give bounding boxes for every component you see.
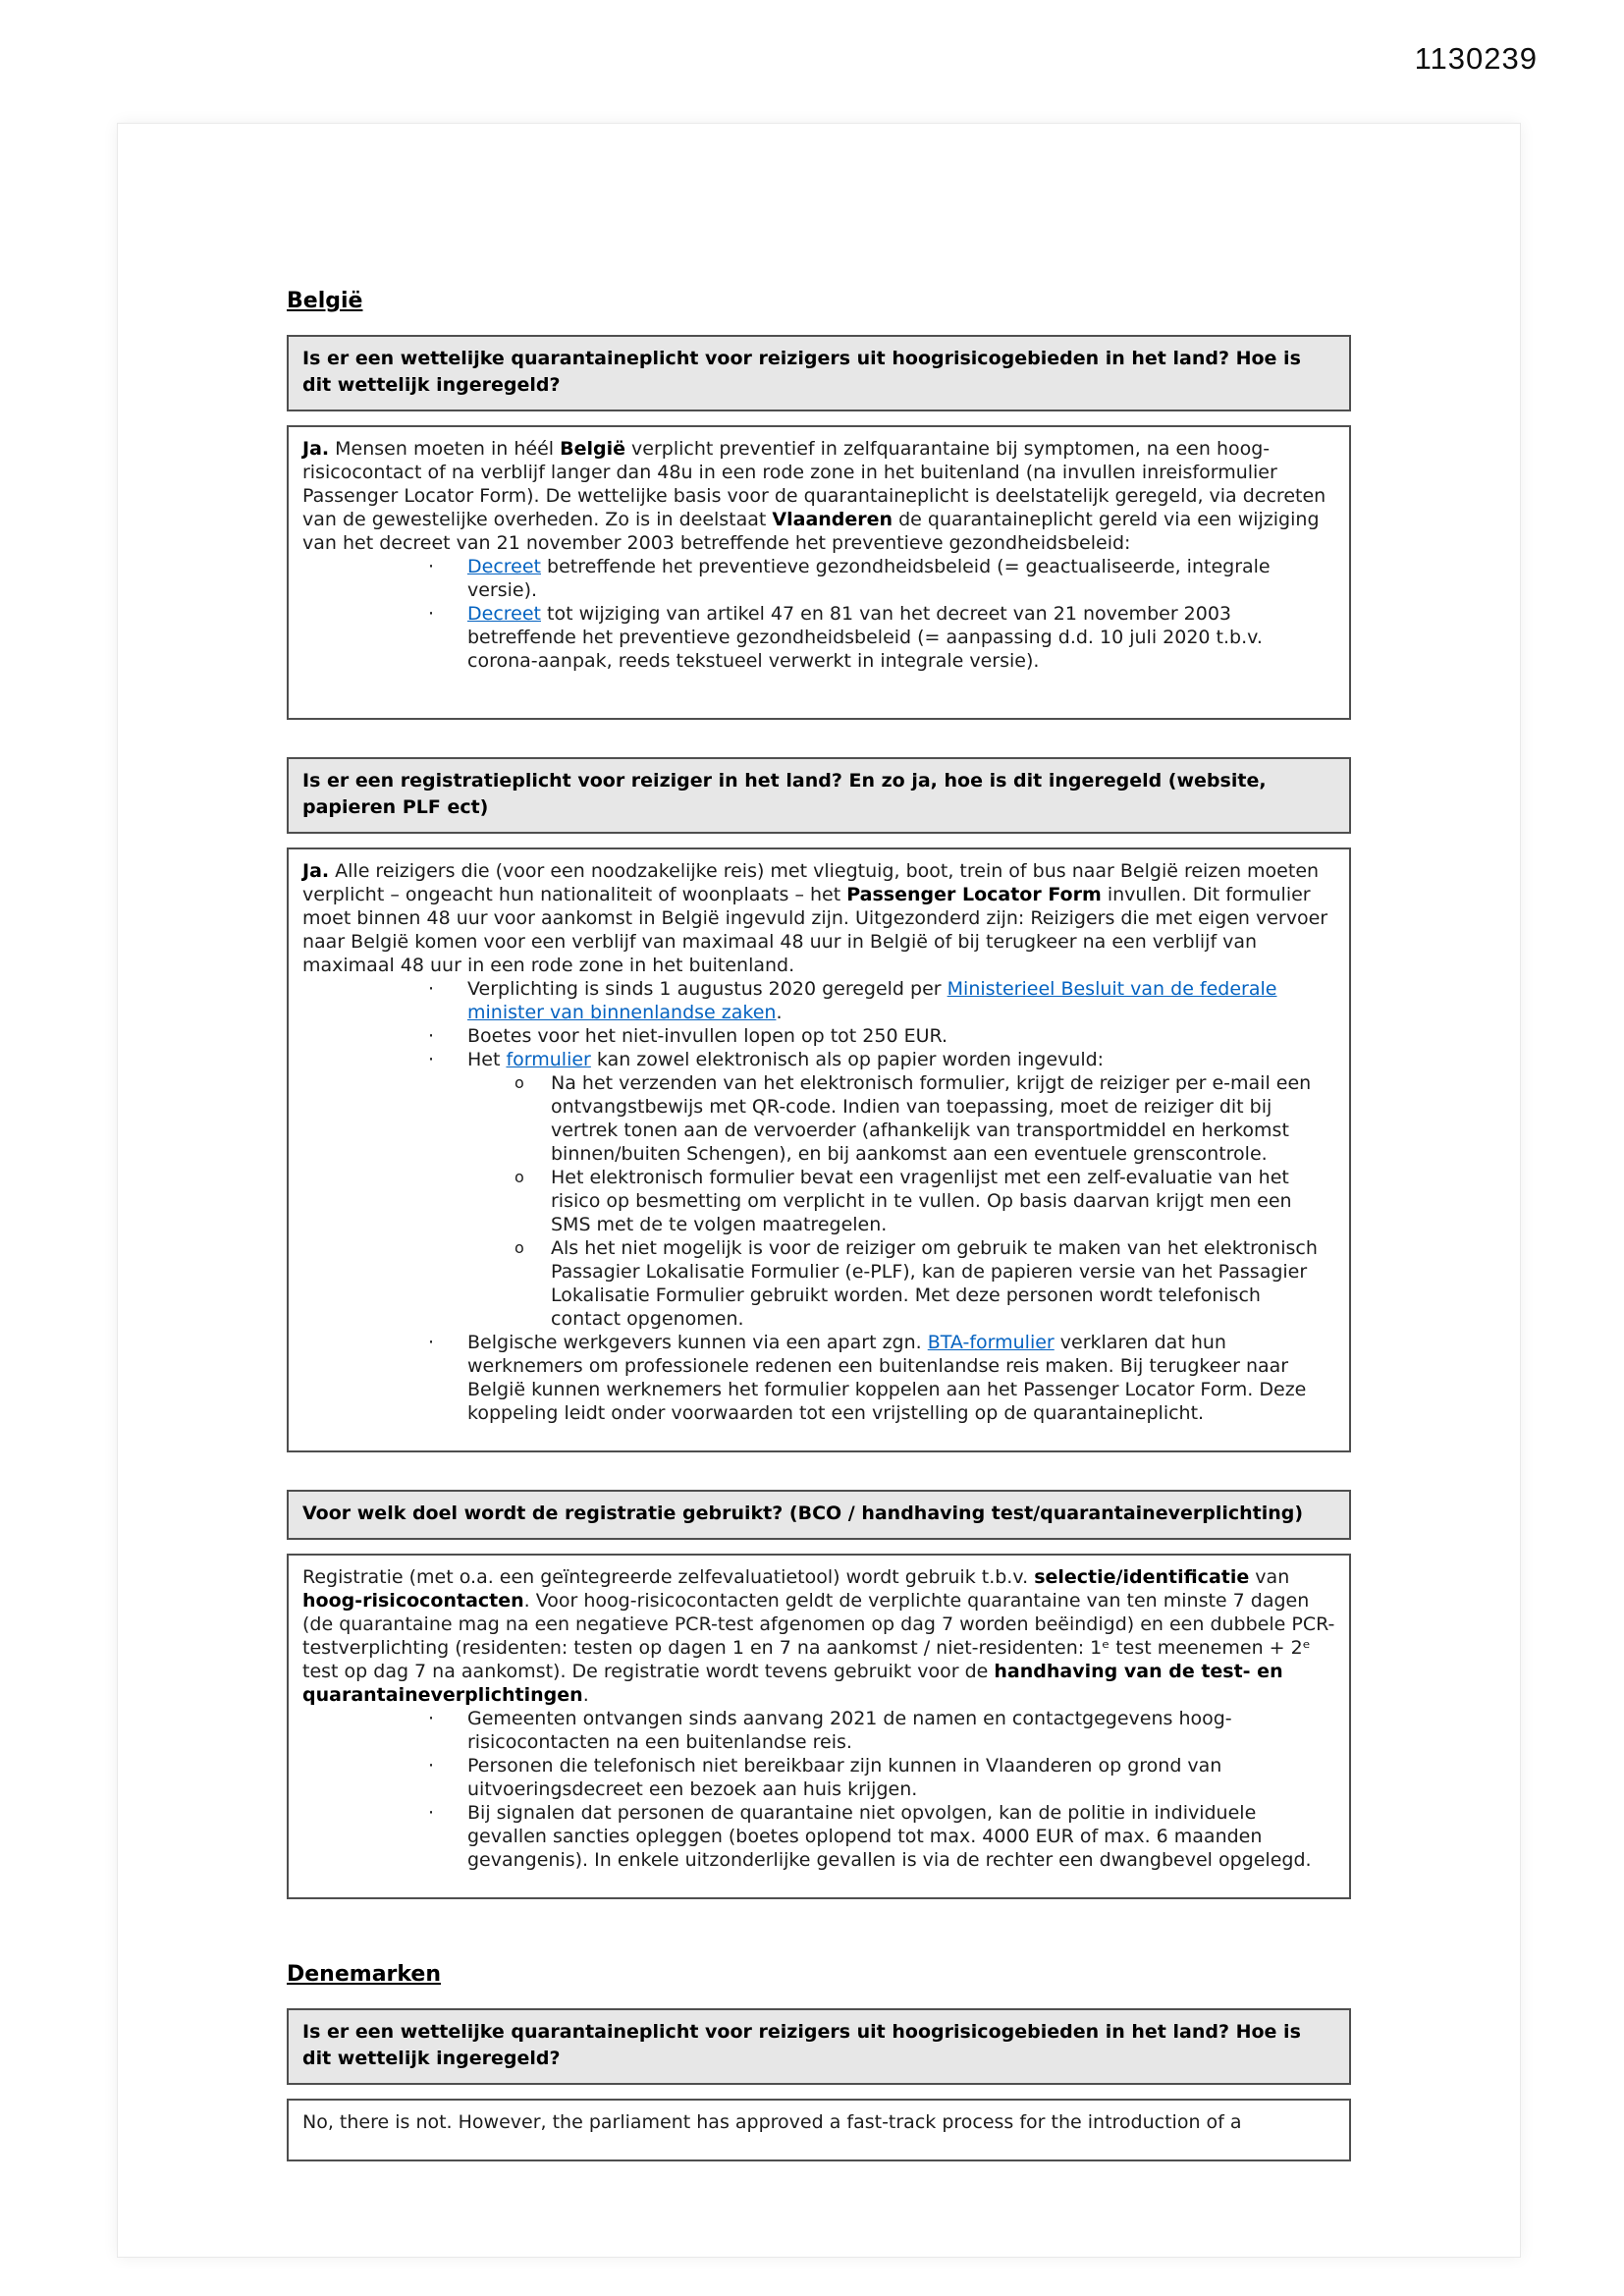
bullet-item (514, 1071, 1335, 1166)
answer-box (287, 1554, 1351, 1899)
paragraph (302, 859, 1335, 977)
text-run: Het elektronisch formulier bevat een vragenlijst met een zelf-evaluatie van het risico op besmetting om verplicht in te vullen. Op basis daarvan krijgt men een SMS met de te volgen maatregelen. (551, 1167, 1292, 1235)
bullet-text (467, 1331, 1335, 1425)
paragraph (302, 1565, 1335, 1707)
text-run: betreffende het preventieve gezondheidsbeleid (= geactualiseerde, integrale versie). (467, 556, 1271, 601)
text-run: Belgische werkgevers kunnen via een apart zgn. (467, 1332, 928, 1353)
bullet-item (514, 1166, 1335, 1236)
bold-text: België (560, 438, 625, 460)
text-run: No, there is not. However, the parliament has approved a fast-track process for the introduction of a (302, 2111, 1242, 2133)
qa-block-registratieplicht-belgie (287, 757, 1351, 1452)
bullet-dot-marker: · (428, 1755, 435, 1777)
qa-block-quarantaineplicht-denemarken (287, 2008, 1351, 2161)
bullet-text (467, 1024, 1335, 1048)
text-run: . (582, 1684, 589, 1706)
question-box: Is er een wettelijke quarantaineplicht voor reizigers uit hoogrisicogebieden in het land? Hoe is dit wettelijk ingeregeld? (287, 335, 1351, 411)
text-run: Verplichting is sinds 1 augustus 2020 geregeld per (467, 978, 947, 1000)
bullet-text (467, 1801, 1335, 1872)
text-run: van (1249, 1566, 1290, 1588)
text-run: verplicht preventief in zelfquarantaine bij symptomen, na een hoog-risicocontact of na verblijf langer dan 48u in een rode zone in het buitenland (na invullen inreisformulier Passenger Locator Form). De wettelijke basis voor de quarantaineplicht is deelstatelijk geregeld, via decreten van de gewestelijke overheden. Zo is in deelstaat (302, 438, 1326, 530)
bullet-text (467, 1754, 1335, 1801)
text-run: Bij signalen dat personen de quarantaine niet opvolgen, kan de politie in individuele gevallen sancties opleggen (boetes oplopend tot max. 4000 EUR of max. 6 maanden gevangenis). In enkele uitzonderlijke gevallen is via de rechter een dwangbevel opgelegd. (467, 1802, 1312, 1871)
bullet-item (428, 1048, 1335, 1071)
bullet-o-marker: o (514, 1238, 524, 1257)
bullet-dot-marker: · (428, 1332, 435, 1353)
text-run: Gemeenten ontvangen sinds aanvang 2021 de namen en contactgegevens hoog-risicocontacten na een buitenlandse reis. (467, 1708, 1232, 1753)
bullet-text (467, 977, 1335, 1024)
document-link[interactable]: BTA-formulier (927, 1332, 1055, 1353)
question-box: Is er een wettelijke quarantaineplicht voor reizigers uit hoogrisicogebieden in het land? Hoe is dit wettelijk ingeregeld? (287, 2008, 1351, 2085)
bold-text: Ja. (302, 860, 330, 882)
paragraph (302, 437, 1335, 555)
qa-block-doel-registratie-belgie (287, 1490, 1351, 1899)
text-run: invullen. Dit formulier moet binnen 48 uur voor aankomst in België ingevuld zijn. Uitgezonderd zijn: Reizigers die met eigen vervoer naar België komen voor een verblijf van maximaal 48 uur in België of bij terugkeer na een verblijf van maximaal 48 uur in een rode zone in het buitenland. (302, 884, 1328, 976)
text-run: kan zowel elektronisch als op papier worden ingevuld: (590, 1049, 1105, 1070)
bold-text: hoog-risicocontacten (302, 1590, 524, 1612)
answer-box (287, 847, 1351, 1452)
qa-block-quarantaineplicht-belgie (287, 335, 1351, 720)
document-link[interactable]: Ministerieel Besluit van de federale minister van binnenlandse zaken (467, 978, 1277, 1023)
text-run: Personen die telefonisch niet bereikbaar zijn kunnen in Vlaanderen op grond van uitvoeringsdecreet een bezoek aan huis krijgen. (467, 1755, 1222, 1800)
text-run: Registratie (met o.a. een geïntegreerde zelfevaluatietool) wordt gebruik t.b.v. (302, 1566, 1035, 1588)
text-run: Als het niet mogelijk is voor de reiziger om gebruik te maken van het elektronisch Passagier Lokalisatie Formulier (e-PLF), kan de papieren versie van het Passagier Lokalisatie Formulier gebruikt worden. Met deze personen wordt telefonisch contact opgenomen. (551, 1237, 1318, 1330)
bullet-item (428, 602, 1335, 673)
answer-box (287, 425, 1351, 720)
document-content (287, 289, 1351, 2199)
bullet-dot-marker: · (428, 1708, 435, 1729)
text-run: . (776, 1002, 783, 1023)
text-run: Alle reizigers die (voor een noodzakelijke reis) met vliegtuig, boot, trein of bus naar België reizen moeten verplicht – ongeacht hun nationaliteit of woonplaats – het (302, 860, 1320, 905)
bullet-dot-marker: · (428, 603, 435, 625)
bold-text: Passenger Locator Form (846, 884, 1102, 905)
question-box: Voor welk doel wordt de registratie gebruikt? (BCO / handhaving test/quarantaineverplichting) (287, 1490, 1351, 1540)
bullet-item (428, 1754, 1335, 1801)
bullet-text (467, 555, 1335, 602)
text-run: Mensen moeten in héél (329, 438, 561, 460)
bullet-dot-marker: · (428, 978, 435, 1000)
bullet-o-marker: o (514, 1073, 524, 1092)
bullet-item (428, 1707, 1335, 1754)
bullet-dot-marker: · (428, 1025, 435, 1047)
text-run: Het (467, 1049, 507, 1070)
bold-text: handhaving van de test- en quarantaineverplichtingen (302, 1661, 1283, 1706)
bullet-item (514, 1236, 1335, 1331)
text-run: Boetes voor het niet-invullen lopen op tot 250 EUR. (467, 1025, 948, 1047)
bullet-item (428, 1024, 1335, 1048)
document-link[interactable]: Decreet (467, 603, 541, 625)
bullet-dot-marker: · (428, 556, 435, 577)
page-number: 1130239 (1414, 41, 1538, 76)
answer-box (287, 2099, 1351, 2161)
bullet-item (428, 1331, 1335, 1425)
bold-text: Vlaanderen (772, 509, 893, 530)
text-run: de quarantaineplicht gereld via een wijziging van het decreet van 21 november 2003 betreffende het preventieve gezondheidsbeleid: (302, 509, 1320, 554)
bullet-text (467, 1048, 1335, 1071)
bullet-item (428, 977, 1335, 1024)
bullet-text (551, 1071, 1335, 1166)
bullet-item (428, 555, 1335, 602)
bullet-item (428, 1801, 1335, 1872)
document-link[interactable]: formulier (506, 1049, 591, 1070)
bullet-o-marker: o (514, 1168, 524, 1186)
text-run: Na het verzenden van het elektronisch formulier, krijgt de reiziger per e-mail een ontvangstbewijs met QR-code. Indien van toepassing, moet de reiziger dit bij vertrek tonen aan de vervoerder (afhankelijk van transportmiddel en herkomst binnen/buiten Schengen), en bij aankomst aan een eventuele grenscontrole. (551, 1072, 1312, 1165)
bold-text: selectie/identificatie (1034, 1566, 1250, 1588)
bullet-text (551, 1236, 1335, 1331)
bullet-dot-marker: · (428, 1049, 435, 1070)
section-heading-denemarken: Denemarken (287, 1962, 442, 1987)
section-heading-belgie: België (287, 289, 363, 313)
bullet-text (467, 602, 1335, 673)
bullet-text (551, 1166, 1335, 1236)
question-box: Is er een registratieplicht voor reiziger in het land? En zo ja, hoe is dit ingeregeld (website, papieren PLF ect) (287, 757, 1351, 834)
document-link[interactable]: Decreet (467, 556, 541, 577)
bullet-dot-marker: · (428, 1802, 435, 1824)
text-run: . Voor hoog-risicocontacten geldt de verplichte quarantaine van ten minste 7 dagen (de quarantaine mag na een negatieve PCR-test afgenomen op dag 7 worden beëindigd) en een dubbele PCR-testverplichting (residenten: testen op dagen 1 en 7 na aankomst / niet-residenten: 1ᵉ test meenemen + 2ᵉ test op dag 7 na aankomst). De registratie wordt tevens gebruikt voor de (302, 1590, 1335, 1682)
document-sheet (118, 124, 1520, 2257)
text-run: verklaren dat hun werknemers om professionele redenen een buitenlandse reis maken. Bij terugkeer naar België kunnen werknemers het formulier koppelen aan het Passenger Locator Form. Deze koppeling leidt onder voorwaarden tot een vrijstelling op de quarantaineplicht. (467, 1332, 1307, 1424)
text-run: tot wijziging van artikel 47 en 81 van het decreet van 21 november 2003 betreffende het preventieve gezondheidsbeleid (= aanpassing d.d. 10 juli 2020 t.b.v. corona-aanpak, reeds tekstueel verwerkt in integrale versie). (467, 603, 1263, 672)
paragraph (302, 2110, 1335, 2134)
bullet-text (467, 1707, 1335, 1754)
bold-text: Ja. (302, 438, 330, 460)
